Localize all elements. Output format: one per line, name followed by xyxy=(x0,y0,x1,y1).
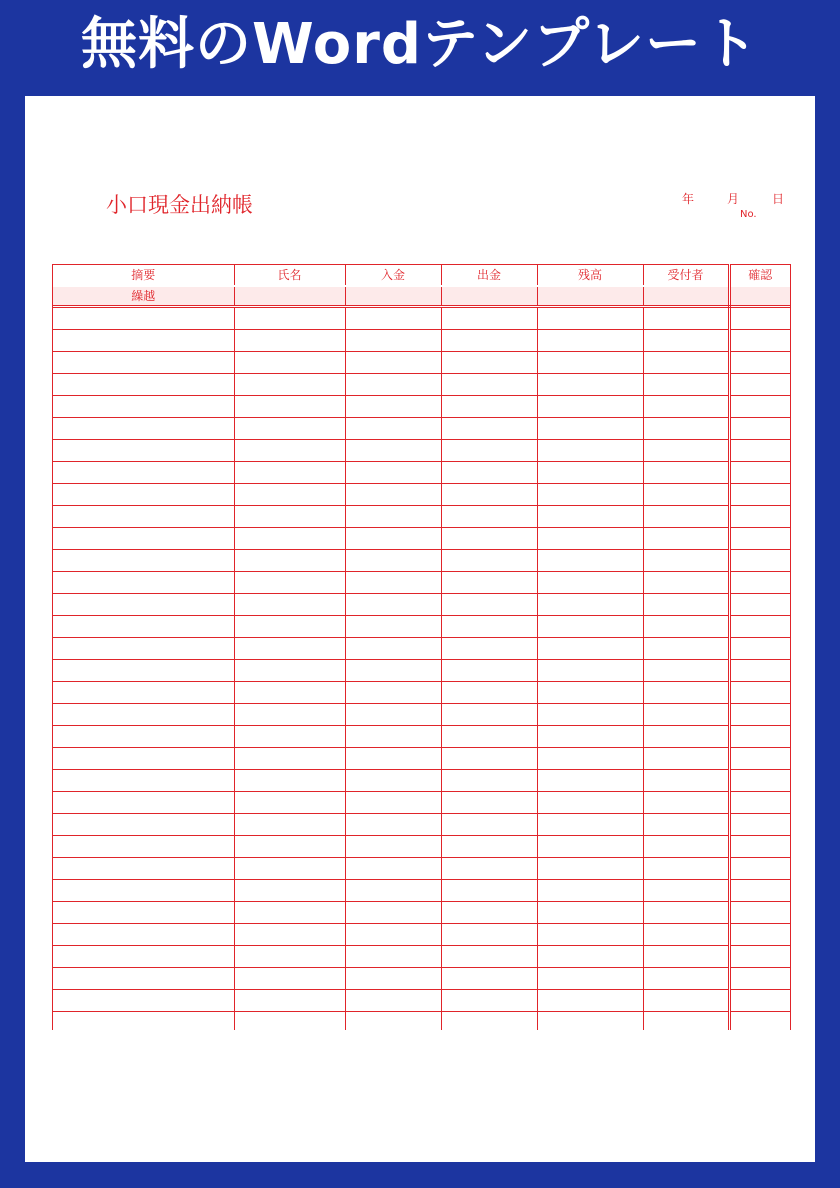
ledger-cell[interactable] xyxy=(729,660,790,682)
ledger-cell[interactable] xyxy=(345,374,441,396)
ledger-cell[interactable] xyxy=(643,968,729,990)
ledger-cell[interactable] xyxy=(729,440,790,462)
ledger-cell[interactable] xyxy=(53,1012,234,1031)
ledger-cell[interactable] xyxy=(441,660,537,682)
ledger-cell[interactable] xyxy=(729,528,790,550)
ledger-cell[interactable] xyxy=(643,1012,729,1031)
ledger-cell[interactable] xyxy=(643,792,729,814)
column-header-description: 摘要 xyxy=(53,265,234,287)
ledger-cell[interactable] xyxy=(53,968,234,990)
column-header-confirmation: 確認 xyxy=(729,265,790,287)
table-row xyxy=(53,506,790,528)
ledger-cell[interactable] xyxy=(643,330,729,352)
ledger-cell[interactable] xyxy=(729,484,790,506)
ledger-cell[interactable] xyxy=(234,374,345,396)
ledger-cell[interactable] xyxy=(234,1012,345,1031)
ledger-cell[interactable] xyxy=(441,990,537,1012)
ledger-cell[interactable] xyxy=(643,748,729,770)
banner-title: 無料のWordテンプレート xyxy=(81,12,759,77)
table-row xyxy=(53,968,790,990)
ledger-cell[interactable] xyxy=(234,550,345,572)
ledger-cell[interactable] xyxy=(537,352,643,374)
table-row xyxy=(53,770,790,792)
table-row xyxy=(53,660,790,682)
ledger-cell[interactable] xyxy=(53,506,234,528)
ledger-cell[interactable] xyxy=(53,792,234,814)
ledger-cell[interactable] xyxy=(537,880,643,902)
ledger-cell[interactable] xyxy=(234,307,345,330)
ledger-cell[interactable] xyxy=(53,924,234,946)
ledger-cell[interactable] xyxy=(441,396,537,418)
ledger-cell[interactable] xyxy=(537,462,643,484)
ledger-cell[interactable] xyxy=(441,572,537,594)
ledger-cell[interactable] xyxy=(729,1012,790,1031)
ledger-cell[interactable] xyxy=(643,484,729,506)
ledger-cell[interactable] xyxy=(53,814,234,836)
ledger-cell[interactable] xyxy=(53,550,234,572)
ledger-cell[interactable] xyxy=(345,814,441,836)
table-row xyxy=(53,418,790,440)
ledger-cell[interactable] xyxy=(643,352,729,374)
ledger-cell[interactable] xyxy=(441,506,537,528)
ledger-cell[interactable] xyxy=(345,770,441,792)
ledger-cell[interactable] xyxy=(729,550,790,572)
ledger-cell[interactable] xyxy=(234,924,345,946)
ledger-cell[interactable] xyxy=(643,396,729,418)
ledger-cell[interactable] xyxy=(345,660,441,682)
table-row xyxy=(53,858,790,880)
carry-forward-row xyxy=(53,286,790,307)
header-row xyxy=(53,265,790,287)
ledger-cell[interactable] xyxy=(729,572,790,594)
ledger-cell[interactable] xyxy=(53,440,234,462)
column-header-receiver: 受付者 xyxy=(643,265,729,287)
table-row xyxy=(53,462,790,484)
ledger-cell[interactable] xyxy=(234,968,345,990)
ledger-cell[interactable] xyxy=(441,880,537,902)
ledger-cell[interactable] xyxy=(345,484,441,506)
ledger-cell[interactable] xyxy=(53,748,234,770)
ledger-cell[interactable] xyxy=(53,462,234,484)
ledger-cell[interactable] xyxy=(537,307,643,330)
ledger-cell[interactable] xyxy=(53,396,234,418)
ledger-cell[interactable] xyxy=(643,990,729,1012)
ledger-cell[interactable] xyxy=(729,286,790,307)
ledger-cell[interactable] xyxy=(441,616,537,638)
ledger-cell[interactable] xyxy=(345,902,441,924)
ledger-cell[interactable] xyxy=(643,902,729,924)
ledger-cell[interactable] xyxy=(729,462,790,484)
ledger-cell[interactable] xyxy=(234,616,345,638)
ledger-cell[interactable] xyxy=(53,352,234,374)
ledger-cell[interactable] xyxy=(234,396,345,418)
ledger-cell[interactable] xyxy=(441,902,537,924)
ledger-cell[interactable] xyxy=(729,704,790,726)
date-month-label: 月 xyxy=(727,192,740,206)
ledger-cell[interactable] xyxy=(345,968,441,990)
ledger-cell[interactable] xyxy=(729,726,790,748)
table-row xyxy=(53,374,790,396)
ledger-cell[interactable] xyxy=(729,792,790,814)
ledger-cell[interactable] xyxy=(234,836,345,858)
ledger-cell[interactable] xyxy=(537,726,643,748)
ledger-cell[interactable] xyxy=(53,528,234,550)
ledger-cell[interactable] xyxy=(441,330,537,352)
table-row xyxy=(53,902,790,924)
ledger-cell[interactable] xyxy=(53,616,234,638)
ledger-cell[interactable] xyxy=(345,594,441,616)
ledger-cell[interactable] xyxy=(537,528,643,550)
ledger-cell[interactable] xyxy=(441,286,537,307)
ledger-cell[interactable] xyxy=(234,946,345,968)
ledger-cell[interactable] xyxy=(643,572,729,594)
ledger-cell[interactable] xyxy=(643,660,729,682)
ledger-cell[interactable] xyxy=(441,726,537,748)
ledger-cell[interactable] xyxy=(441,792,537,814)
table-row xyxy=(53,484,790,506)
table-row xyxy=(53,748,790,770)
ledger-cell[interactable] xyxy=(537,594,643,616)
ledger-cell[interactable] xyxy=(234,880,345,902)
ledger-cell[interactable] xyxy=(234,484,345,506)
table-row xyxy=(53,550,790,572)
table-row xyxy=(53,528,790,550)
table-row xyxy=(53,307,790,330)
ledger-cell[interactable] xyxy=(537,506,643,528)
ledger-cell[interactable] xyxy=(345,506,441,528)
ledger-cell[interactable] xyxy=(234,286,345,307)
ledger-cell[interactable] xyxy=(537,682,643,704)
ledger-cell[interactable] xyxy=(441,748,537,770)
document-title: 小口現金出納帳 xyxy=(106,193,253,217)
ledger-cell[interactable] xyxy=(345,352,441,374)
ledger-cell[interactable] xyxy=(345,616,441,638)
ledger-cell[interactable] xyxy=(643,616,729,638)
ledger-cell[interactable] xyxy=(345,550,441,572)
table-row xyxy=(53,726,790,748)
ledger-cell[interactable] xyxy=(53,770,234,792)
ledger-cell[interactable] xyxy=(53,990,234,1012)
table-row xyxy=(53,330,790,352)
ledger-cell[interactable] xyxy=(234,660,345,682)
table-row xyxy=(53,880,790,902)
ledger-cell[interactable] xyxy=(537,374,643,396)
ledger-cell[interactable] xyxy=(441,462,537,484)
ledger-cell[interactable] xyxy=(345,880,441,902)
date-year-label: 年 xyxy=(682,192,695,206)
ledger-cell[interactable] xyxy=(234,572,345,594)
ledger-cell[interactable] xyxy=(643,770,729,792)
ledger-cell[interactable] xyxy=(53,836,234,858)
ledger-cell[interactable] xyxy=(537,550,643,572)
table-row xyxy=(53,704,790,726)
ledger-cell[interactable] xyxy=(729,330,790,352)
ledger-cell[interactable] xyxy=(53,660,234,682)
ledger-cell[interactable] xyxy=(234,506,345,528)
cash-ledger-table xyxy=(52,264,791,1030)
ledger-cell[interactable] xyxy=(729,880,790,902)
ledger-cell[interactable] xyxy=(441,1012,537,1031)
column-header-deposit: 入金 xyxy=(345,265,441,287)
ledger-cell[interactable] xyxy=(53,638,234,660)
ledger-cell[interactable] xyxy=(729,396,790,418)
ledger-cell[interactable] xyxy=(643,924,729,946)
ledger-cell[interactable] xyxy=(537,440,643,462)
table-row xyxy=(53,814,790,836)
carry-forward-label: 繰越 xyxy=(53,286,234,307)
ledger-cell[interactable] xyxy=(53,330,234,352)
ledger-cell[interactable] xyxy=(345,704,441,726)
ledger-cell[interactable] xyxy=(345,924,441,946)
ledger-cell[interactable] xyxy=(729,968,790,990)
ledger-cell[interactable] xyxy=(234,990,345,1012)
ledger-cell[interactable] xyxy=(729,858,790,880)
ledger-cell[interactable] xyxy=(345,396,441,418)
ledger-cell[interactable] xyxy=(441,440,537,462)
ledger-cell[interactable] xyxy=(643,462,729,484)
ledger-cell[interactable] xyxy=(345,990,441,1012)
date-day-label: 日 xyxy=(772,192,785,206)
ledger-cell[interactable] xyxy=(537,616,643,638)
ledger-cell[interactable] xyxy=(441,374,537,396)
ledger-cell[interactable] xyxy=(537,572,643,594)
ledger-cell[interactable] xyxy=(345,748,441,770)
ledger-cell[interactable] xyxy=(53,484,234,506)
ledger-cell[interactable] xyxy=(234,638,345,660)
table-row xyxy=(53,638,790,660)
ledger-cell[interactable] xyxy=(537,968,643,990)
ledger-cell[interactable] xyxy=(345,858,441,880)
ledger-cell[interactable] xyxy=(53,594,234,616)
ledger-cell[interactable] xyxy=(643,638,729,660)
ledger-cell[interactable] xyxy=(53,704,234,726)
ledger-cell[interactable] xyxy=(345,682,441,704)
ledger-cell[interactable] xyxy=(441,307,537,330)
ledger-cell[interactable] xyxy=(643,594,729,616)
ledger-cell[interactable] xyxy=(441,924,537,946)
ledger-cell[interactable] xyxy=(234,330,345,352)
table-row xyxy=(53,352,790,374)
ledger-cell[interactable] xyxy=(53,946,234,968)
ledger-cell[interactable] xyxy=(441,484,537,506)
ledger-cell[interactable] xyxy=(643,726,729,748)
ledger-cell[interactable] xyxy=(537,902,643,924)
ledger-cell[interactable] xyxy=(441,550,537,572)
ledger-cell[interactable] xyxy=(643,814,729,836)
ledger-cell[interactable] xyxy=(729,594,790,616)
ledger-cell[interactable] xyxy=(234,704,345,726)
ledger-cell[interactable] xyxy=(441,836,537,858)
ledger-cell[interactable] xyxy=(643,946,729,968)
ledger-cell[interactable] xyxy=(234,352,345,374)
ledger-cell[interactable] xyxy=(234,792,345,814)
ledger-cell[interactable] xyxy=(345,572,441,594)
ledger-cell[interactable] xyxy=(537,748,643,770)
ledger-cell[interactable] xyxy=(53,418,234,440)
table-row xyxy=(53,1012,790,1031)
ledger-cell[interactable] xyxy=(729,748,790,770)
ledger-cell[interactable] xyxy=(643,550,729,572)
ledger-cell[interactable] xyxy=(234,440,345,462)
ledger-cell[interactable] xyxy=(345,307,441,330)
ledger-cell[interactable] xyxy=(53,880,234,902)
ledger-cell[interactable] xyxy=(643,374,729,396)
ledger-cell[interactable] xyxy=(234,528,345,550)
ledger-cell[interactable] xyxy=(729,418,790,440)
table-row xyxy=(53,594,790,616)
ledger-cell[interactable] xyxy=(441,682,537,704)
ledger-cell[interactable] xyxy=(234,858,345,880)
ledger-cell[interactable] xyxy=(53,307,234,330)
table-row xyxy=(53,924,790,946)
ledger-cell[interactable] xyxy=(441,418,537,440)
ledger-cell[interactable] xyxy=(643,506,729,528)
ledger-cell[interactable] xyxy=(345,836,441,858)
ledger-cell[interactable] xyxy=(729,836,790,858)
ledger-cell[interactable] xyxy=(53,374,234,396)
ledger-cell[interactable] xyxy=(441,814,537,836)
table-row xyxy=(53,682,790,704)
ledger-cell[interactable] xyxy=(537,286,643,307)
ledger-cell[interactable] xyxy=(537,638,643,660)
ledger-cell[interactable] xyxy=(729,374,790,396)
ledger-cell[interactable] xyxy=(345,286,441,307)
ledger-cell[interactable] xyxy=(345,726,441,748)
ledger-cell[interactable] xyxy=(537,792,643,814)
ledger-cell[interactable] xyxy=(643,286,729,307)
ledger-cell[interactable] xyxy=(53,572,234,594)
ledger-cell[interactable] xyxy=(729,352,790,374)
ledger-cell[interactable] xyxy=(234,814,345,836)
banner xyxy=(0,0,840,96)
ledger-cell[interactable] xyxy=(234,682,345,704)
ledger-cell[interactable] xyxy=(729,616,790,638)
ledger-cell[interactable] xyxy=(537,836,643,858)
ledger-cell[interactable] xyxy=(345,330,441,352)
document-sheet xyxy=(25,96,815,1162)
ledger-cell[interactable] xyxy=(234,770,345,792)
ledger-cell[interactable] xyxy=(729,307,790,330)
ledger-cell[interactable] xyxy=(729,924,790,946)
ledger-cell[interactable] xyxy=(345,462,441,484)
ledger-cell[interactable] xyxy=(345,418,441,440)
ledger-cell[interactable] xyxy=(729,506,790,528)
ledger-cell[interactable] xyxy=(345,792,441,814)
ledger-cell[interactable] xyxy=(53,858,234,880)
ledger-cell[interactable] xyxy=(441,352,537,374)
ledger-cell[interactable] xyxy=(729,814,790,836)
column-header-name: 氏名 xyxy=(234,265,345,287)
ledger-cell[interactable] xyxy=(345,946,441,968)
ledger-cell[interactable] xyxy=(537,1012,643,1031)
ledger-cell[interactable] xyxy=(234,726,345,748)
ledger-cell[interactable] xyxy=(537,770,643,792)
table-row xyxy=(53,616,790,638)
ledger-cell[interactable] xyxy=(441,704,537,726)
ledger-cell[interactable] xyxy=(537,418,643,440)
ledger-cell[interactable] xyxy=(441,770,537,792)
table-row xyxy=(53,946,790,968)
table-row xyxy=(53,572,790,594)
ledger-cell[interactable] xyxy=(643,307,729,330)
ledger-cell[interactable] xyxy=(729,682,790,704)
ledger-cell[interactable] xyxy=(345,638,441,660)
ledger-cell[interactable] xyxy=(537,990,643,1012)
ledger-cell[interactable] xyxy=(537,484,643,506)
ledger-cell[interactable] xyxy=(234,748,345,770)
ledger-cell[interactable] xyxy=(234,462,345,484)
column-header-balance: 残高 xyxy=(537,265,643,287)
ledger-cell[interactable] xyxy=(643,858,729,880)
table-row xyxy=(53,396,790,418)
ledger-cell[interactable] xyxy=(53,726,234,748)
ledger-cell[interactable] xyxy=(53,682,234,704)
ledger-cell[interactable] xyxy=(537,330,643,352)
ledger-cell[interactable] xyxy=(345,528,441,550)
ledger-cell[interactable] xyxy=(234,418,345,440)
table-row xyxy=(53,792,790,814)
ledger-cell[interactable] xyxy=(537,814,643,836)
ledger-cell[interactable] xyxy=(234,594,345,616)
ledger-cell[interactable] xyxy=(643,880,729,902)
ledger-cell[interactable] xyxy=(643,418,729,440)
ledger-cell[interactable] xyxy=(441,968,537,990)
ledger-cell[interactable] xyxy=(441,946,537,968)
ledger-cell[interactable] xyxy=(537,946,643,968)
ledger-cell[interactable] xyxy=(729,990,790,1012)
ledger-cell[interactable] xyxy=(537,924,643,946)
ledger-cell[interactable] xyxy=(643,836,729,858)
ledger-cell[interactable] xyxy=(441,858,537,880)
table-row xyxy=(53,440,790,462)
table-row xyxy=(53,990,790,1012)
ledger-cell[interactable] xyxy=(234,902,345,924)
ledger-cell[interactable] xyxy=(441,528,537,550)
ledger-cell[interactable] xyxy=(345,1012,441,1031)
column-header-withdrawal: 出金 xyxy=(441,265,537,287)
number-label: No. xyxy=(740,209,757,220)
ledger-cell[interactable] xyxy=(441,638,537,660)
ledger-cell[interactable] xyxy=(643,704,729,726)
ledger-cell[interactable] xyxy=(729,638,790,660)
ledger-cell[interactable] xyxy=(643,528,729,550)
table-row xyxy=(53,836,790,858)
ledger-cell[interactable] xyxy=(537,396,643,418)
ledger-cell[interactable] xyxy=(729,902,790,924)
ledger-cell[interactable] xyxy=(729,946,790,968)
ledger-cell[interactable] xyxy=(441,594,537,616)
ledger-cell[interactable] xyxy=(537,704,643,726)
ledger-cell[interactable] xyxy=(643,440,729,462)
ledger-cell[interactable] xyxy=(729,770,790,792)
ledger-cell[interactable] xyxy=(537,858,643,880)
ledger-cell[interactable] xyxy=(643,682,729,704)
ledger-cell[interactable] xyxy=(537,660,643,682)
ledger-cell[interactable] xyxy=(345,440,441,462)
ledger-cell[interactable] xyxy=(53,902,234,924)
